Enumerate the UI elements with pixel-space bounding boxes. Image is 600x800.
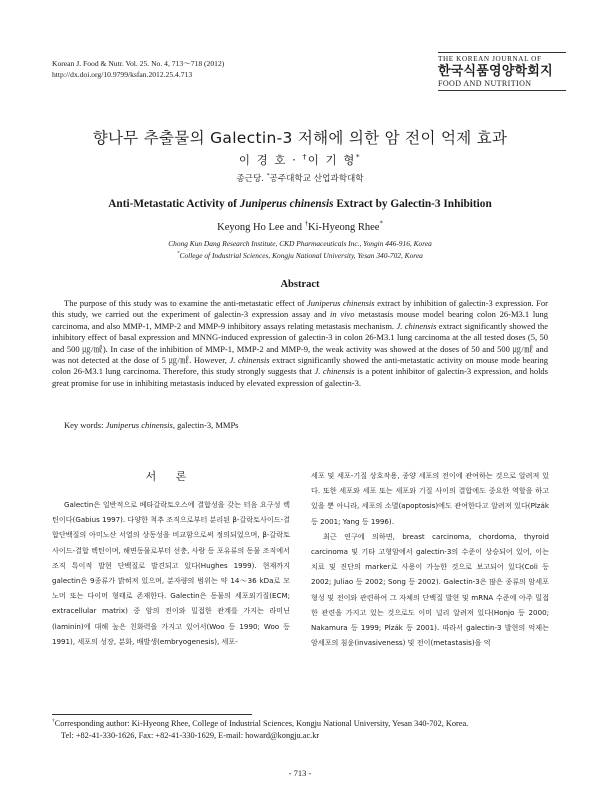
footnote (52, 718, 552, 742)
journal-logo (438, 52, 566, 91)
title-en-species: Juniperus chinensis (239, 198, 334, 210)
authors-english (0, 222, 600, 233)
abstract-italic: J. chinensis (229, 355, 270, 366)
journal-logo-top: THE KOREAN JOURNAL OF (438, 52, 566, 63)
title-english (0, 198, 600, 210)
author-1-en: Keyong Ho Lee and (217, 222, 305, 233)
keywords (64, 420, 544, 430)
author-1-ko: 이 경 호 (238, 153, 288, 167)
affiliation-korean (0, 172, 600, 184)
section-heading-introduction: 서 론 (145, 470, 195, 483)
citation-line: Korean J. Food & Nutr. Vol. 25. No. 4, 713～718 (2012) (52, 59, 225, 68)
affil-en-mark: * (177, 251, 180, 257)
author-sep: · (287, 153, 303, 167)
journal-citation (52, 58, 224, 80)
corresponding-mark-en: † (304, 220, 309, 228)
journal-logo-bottom: FOOD AND NUTRITION (438, 79, 566, 91)
affiliation-english-2 (0, 251, 600, 260)
abstract-italic: J. chinensis (396, 320, 437, 331)
affil-mark-en: * (379, 220, 383, 228)
keywords-rest: , galectin-3, MMPs (172, 420, 239, 430)
abstract-heading: Abstract (280, 279, 320, 290)
authors-korean (0, 152, 600, 168)
title-en-pre: Anti-Metastatic Activity of (108, 198, 240, 210)
corresponding-mark: † (302, 152, 308, 162)
affil-mark: * (355, 152, 362, 162)
doi-link[interactable]: http://dx.doi.org/10.9799/ksfan.2012.25.4.713 (52, 70, 193, 79)
body-column-left (52, 497, 290, 649)
abstract-text: is a potent inhibitor of galectin-3 expression, and holds great promise for use in inhibiting metastasis induced by elevated expression of galectin-3. (52, 366, 548, 388)
body-paragraph: Galectin은 일반적으로 베타갈락토오스에 결합성을 갖는 터음 요구성 렉틴이다(Gabius 1997). 다양한 척추 조직으로부터 분리된 β-갈락토사이드-결합단백질의 아미노산 서열의 상동성을 비교함으로써 정의되었으며, β-갈락토사이드-결합 렉틴이며, 해면동물로부터 선충, 사람 등 포유류의 동물 조직에서 조직 특이적 발현 단백질로 발견되고 있다(Hughes 1999). 현재까지 galectin은 9종류가 밝혀져 있으며, 분자량의 범위는 약 14～36 kDa로 모노머 또는 다이머 형태로 존재한다. Galectin은 동물의 세포외기질(ECM; extracellular matrix) 중 암의 전이와 밀접한 관계를 가지는 라미닌(laminin)에 대해 높은 친화력을 가지고 있어서(Woo 등 1990; Woo 등 1991), 세포의 성장, 분화, 배발생(embryogenesis), 세포- (52, 500, 290, 646)
abstract-italic: J. chinensis (314, 366, 355, 377)
title-en-post: Extract by Galectin-3 Inhibition (333, 198, 492, 210)
author-2-en: Ki-Hyeong Rhee (308, 222, 380, 233)
affil-ko-2: 공주대학교 산업과학대학 (269, 174, 364, 184)
footnote-line-1 (52, 718, 552, 730)
footnote-text-1: Corresponding author: Ki-Hyeong Rhee, College of Industrial Sciences, Kongju National University, Yesan 340-702, Korea. (54, 719, 469, 728)
keywords-label: Key words: (64, 420, 106, 430)
abstract-italic: in vivo (330, 309, 355, 320)
abstract-text: The purpose of this study was to examine the anti-metastatic effect of (64, 298, 307, 308)
affil-ko-mark: * (266, 173, 270, 180)
footnote-mark: † (52, 718, 55, 725)
page-number: - 713 - (288, 768, 312, 778)
author-2-ko: 이 기 형 (307, 153, 356, 167)
affil-en-2-text: College of Industrial Sciences, Kongju National University, Yesan 340-702, Korea (179, 251, 423, 260)
body-paragraph: 최근 연구에 의하면, breast carcinoma, chordoma, thyroid carcinoma 및 기타 고형암에서 galectin-3의 수준이 상승되어 있어, 이는 치료 및 진단의 marker로 사용이 가능한 것으로 보고되어 있다(Coli 등 2002; Juliao 등 2002; Song 등 2002). Galectin-3은 많은 종류의 암세포 형성 및 전이와 관련하여 그 자체의 단백질 발현 및 mRNA 수준에 아주 밀접한 관련을 가지고 있는 것으로도 이미 널리 알려져 있다(Honjo 등 2000; Nakamura 등 1999; Plzák 등 2001). 따라서 galectin-3 발현의 억제는 암세포의 침윤(invasiveness) 및 전이(metastasis)을 억 (311, 531, 549, 648)
abstract-text: extract by inhibition of galectin-3 expression. For this study, we carried out the experiment of galectin-3 expression assay and (52, 298, 548, 320)
abstract-text: extract significantly showed the inhibitory effect of basal expression and MNNG-induced expression of galectin-3 in colon 26-M3.1 lung carcinoma at the all tested doses (5, 50 and 500 ㎍/㎖). In case of the inhibition of MMP-1, MMP-2 and MMP-9, the weak activity was showed at the doses of 50 and 500 ㎍/㎖ and was not detected at the dose of 5 ㎍/㎖. However, (52, 320, 548, 366)
keywords-italic: Juniperus chinensis (105, 420, 173, 430)
abstract-italic: Juniperus chinensis (306, 298, 375, 308)
affil-ko-1: 종근당. (236, 174, 267, 184)
abstract-text: metastasis mouse model bearing colon 26-M3.1 lung carcinoma, and also MMP-1, MMP-2 and MMP-9 inhibitory assays relating metastasis mechanism. (52, 309, 548, 331)
journal-logo-korean: 한국식품영양학회지 (438, 64, 553, 79)
footnote-divider (52, 714, 252, 715)
title-korean: 향나무 추출물의 Galectin-3 저해에 의한 암 전이 억제 효과 (92, 129, 508, 147)
affiliation-english-1: Chong Kun Dang Research Institute, CKD Pharmaceuticals Inc., Yongin 446-916, Korea (168, 239, 432, 248)
body-paragraph: 세포 및 세포-기질 상호작용, 종양 세포의 전이에 관여하는 것으로 알려져 있다. 또한 세포와 세포 또는 세포와 기질 사이의 결합에도 중요한 역할을 하고 있을 뿐 아니라, 세포의 소멸(apoptosis)에도 관여한다고 알려져 있다(Plzák 등 2001; Yang 등 1996). (311, 471, 549, 526)
body-column-right (311, 468, 549, 650)
abstract-body (52, 298, 548, 389)
footnote-line-2: Tel: +82-41-330-1626, Fax: +82-41-330-1629, E-mail: howard@kongju.ac.kr (61, 731, 320, 740)
abstract-text: extract significantly showed the anti-metastatic activity on mouse mode bearing colon 26-M3.1 lung carcinoma. Therefore, this study strongly suggests that (52, 355, 548, 377)
